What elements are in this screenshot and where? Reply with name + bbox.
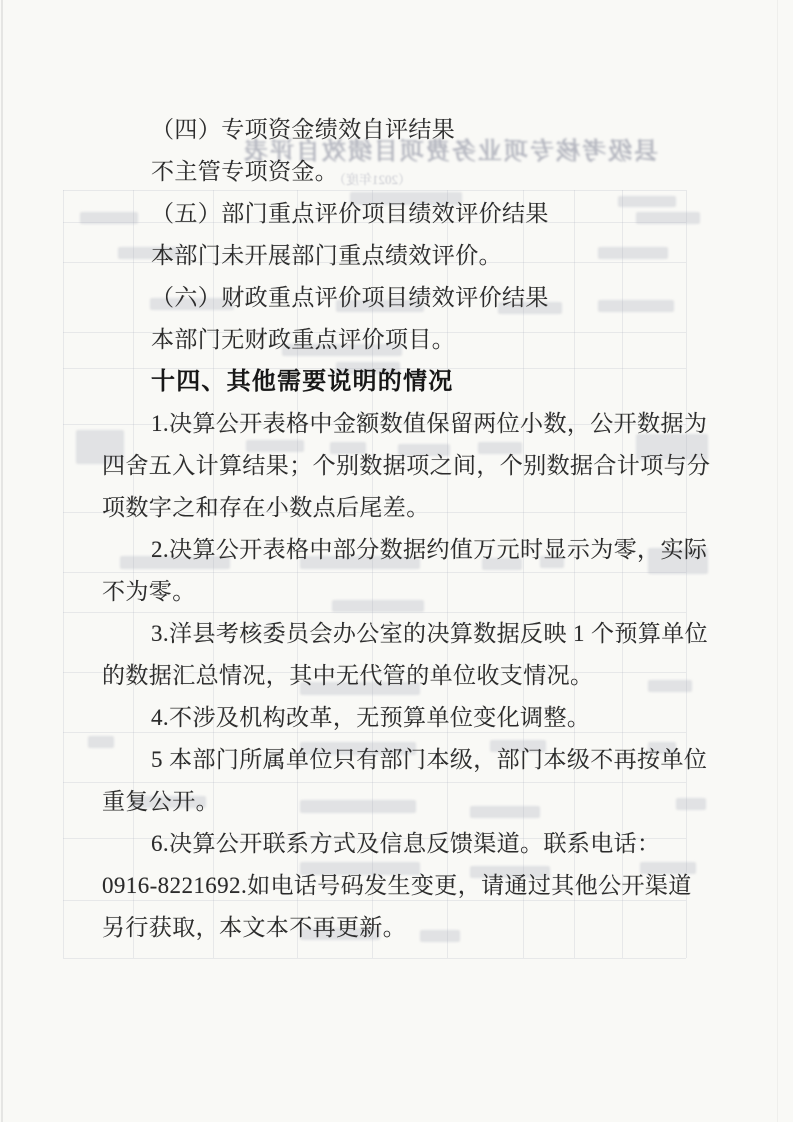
document-line: （四）专项资金绩效自评结果 [151, 117, 456, 142]
scan-edge-artifact-right [777, 0, 778, 1122]
document-line: 重复公开。 [102, 789, 219, 814]
document-line: 不主管专项资金。 [151, 159, 339, 184]
section-heading: 十四、其他需要说明的情况 [151, 368, 454, 395]
document-line: 另行获取，本文本不再更新。 [102, 915, 407, 940]
bleedthrough-grid-line [63, 190, 64, 958]
document-line: 6.决算公开联系方式及信息反馈渠道。联系电话： [151, 831, 661, 856]
document-line: 2.决算公开表格中部分数据约值万元时显示为零，实际 [151, 537, 708, 562]
document-text [102, 109, 711, 949]
scan-edge-artifact-left [1, 0, 3, 1122]
bleedthrough-subtitle: （2021年度） [333, 172, 412, 187]
bleedthrough-title: 县级考核专项业务费项目绩效自评表 [242, 138, 658, 165]
document-line: 的数据汇总情况，其中无代管的单位收支情况。 [102, 663, 594, 688]
document-line: 本部门未开展部门重点绩效评价。 [151, 243, 502, 268]
document-line: 1.决算公开表格中金额数值保留两位小数，公开数据为 [151, 411, 708, 436]
document-line: 四舍五入计算结果；个别数据项之间，个别数据合计项与分 [102, 453, 711, 478]
document-line: 项数字之和存在小数点后尾差。 [102, 495, 430, 520]
document-line: （六）财政重点评价项目绩效评价结果 [151, 285, 549, 310]
bleedthrough-grid-line [63, 958, 686, 959]
document-line: 0916-8221692.如电话号码发生变更，请通过其他公开渠道 [102, 873, 692, 898]
document-line: （五）部门重点评价项目绩效评价结果 [151, 201, 549, 226]
document-line: 本部门无财政重点评价项目。 [151, 327, 456, 352]
document-line: 5 本部门所属单位只有部门本级，部门本级不再按单位 [151, 747, 708, 772]
document-line: 不为零。 [102, 579, 196, 604]
document-line: 4.不涉及机构改革，无预算单位变化调整。 [151, 705, 591, 730]
document-line: 3.洋县考核委员会办公室的决算数据反映 1 个预算单位 [151, 621, 709, 646]
